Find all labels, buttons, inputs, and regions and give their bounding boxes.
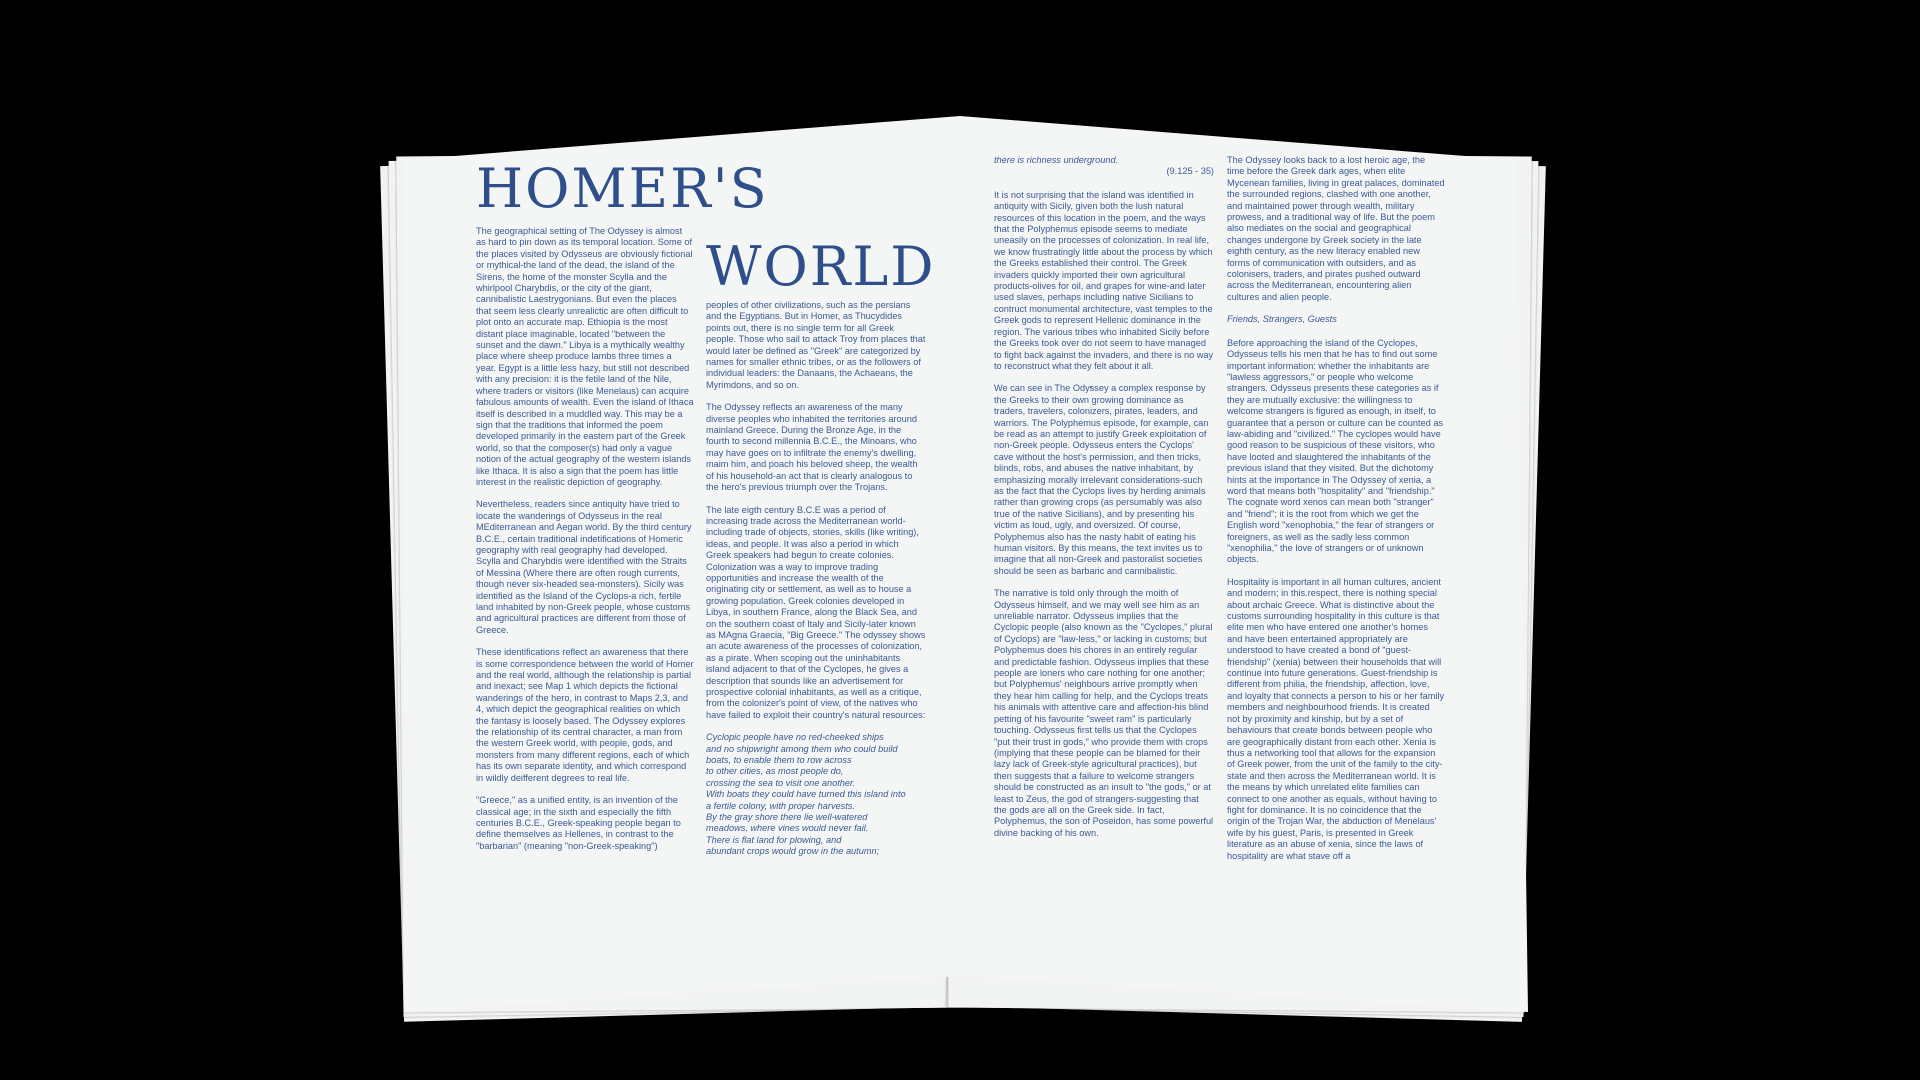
title-line-2: WORLD	[706, 235, 936, 298]
column-1	[476, 226, 694, 863]
column-4	[1227, 155, 1445, 873]
column-3	[994, 155, 1214, 850]
col4-paragraph: Before approaching the island of the Cyclopes, Odysseus tells his men that he has to find out some important information: whether the inhabitants are "lawless aggressors," or people who welcome strangers. Odysseus presents these categories as if they are mutually exclusive: the willingness to welcome strangers is figured as enough, in itself, to guarantee that a person or culture can be counted as law-abiding and "civilized." The cyclopes would have good reason to be suspicious of these visitors, who have looted and slaughtered the inhabitants of the previous island that they visited. But the dichotomy hints at the importance in The Odyssey of xenia, a word that means both "hospitality" and "friendship." The cognate word xenos can mean both "stranger" and "friend"; it is the root from which we get the English word "xenophobia," the fear of strangers or foreigners, as well as the sadly less common "xenophilia," the love of strangers or of unknown objects.	[1227, 337, 1444, 565]
col4-intro: The Odyssey looks back to a lost heroic age, the time before the Greek dark ages, when elite Mycenean families, living in great palaces, dominated the surrounded regions, clashed with one another, and maintained power through wealth, military prowess, and a traditional way of life. But the poem also mediates on the social and geographical changes undergone by Greek society in the late eighth century, as the new literacy enabled new forms of communication with outsiders, and as colonisers, traders, and pirates pushed outward across the Mediterranean, encountering alien cultures and alien people.	[1227, 155, 1445, 302]
column-2	[706, 300, 926, 869]
title-line-1: HOMER'S	[476, 157, 769, 220]
col1-paragraph: Nevertheless, readers since antiquity have tried to locate the wanderings of Odysseus in the real MEditerranean and Aegan world. By the third century B.C.E., certain traditional indetifications of Homeric geography with real geography had developed. Scylla and Charybdis were identified with the Straits of Messina (Where there are often rough currents, though never six-headed sea-monsters). Sicily was identified as the Island of the Cyclops-a rich, fertile land inhabited by non-Greek people, whose customs and agricultural practices are different from those of Greece.	[476, 499, 692, 635]
col1-paragraph: The geographical setting of The Odyssey is almost as hard to pin down as its temporal location. Some of the places visited by Odysseus are obviously fictional or mythical-the land of the dead, the island of the Sirens, the home of the monster Scylla and the whirlpool Charybdis, or the city of the giant, cannibalistic Laestrygonians. But even the places that seem less clearly unrealictic are often difficult to plot onto an accurate map. Ethiopia is the most distant place imaginable, located "between the sunset and the dawn." Libya is a mythically wealthy place where sheep produce lambs three times a year. Egypt is a little less hazy, but still not described with any precision: it is the fetile land of the Nile, where traders or visitors (like Menelaus) can acquire fabulous amounts of wealth. Even the island of Ithaca itself is described in a muddled way. This may be a sign that the traditions that informed the poem developed primarily in the eastern part of the Greek world, so that the composer(s) had only a vague notion of the actual geography of the western islands like Ithaca. It is also a sign that the poem has little interest in the realistic depiction of geography.	[476, 226, 694, 487]
section-heading: Friends, Strangers, Guests	[1227, 314, 1337, 325]
col1-paragraph: These identifications reflect an awareness that there is some correspondence between the world of Homer and the real world, although the relationship is partial and inexact; see Map 1 which depicts the fictional wanderings of the hero, in contrast to Maps 2,3, and 4, which depict the geographical realities on which the fantasy is loosely based. The Odyssey explores the relationship of its central character, a man from the western Greek world, with people, gods, and monsters from many different regions, each of which has its own separate identity, and which correspond in wildly deifferent degrees to real life.	[476, 647, 694, 783]
col3-paragraph: The narrative is told only through the moith of Odysseus himself, and we may well see him as an unreliable narrator. Odysseus implies that the Cyclopic people (also known as the "Cyclopes," plural of Cyclops) are "law-less," or lacking in customs; but Polyphemus does his chores in an entirely regular and predictable fashion. Odysseus implies that these people are loners who care nothing for one another; but Polyphemus' neighbours arrive promptly when they hear him calling for help, and the Cyclops treats his animals with attentive care and affection-his blind petting of his favourite "sweet ram" is particularly touching. Odysseus first tells us that the Cyclopes "put their trust in gods," who provide them with crops (implying that these people can be blamed for their lazy lack of Greek-style agricultural practices), but then suggests that a failure to welcome strangers should be constructed as an insult to "the gods," or at least to Zeus, the god of strangers-suggesting that the gods are all on the Greek side. In fact, Polyphemus, the son of Poseidon, has some powerful divine backing of his own.	[994, 588, 1214, 838]
col3-paragraph: It is not surprising that the island was identified in antiquity with Sicily, given both the lush natural resources of this location in the poem, and the ways that the Polyphemus episode seems to mediate uneasily on the processes of colonization. In real life, we know frustratingly little about the process by which the Greeks established their control. The Greek invaders quickly imported their own agricultural products-olives for oil, and grapes for wine-and later used slaves, perhaps including native Sicilians to contruct monumental architecture, vast temples to the Greek gods to represent Hellenic dominance in the region. The various tribes who inhabited Sicily before the Greeks took over do not seem to have managed to fight back against the invaders, and there is no way to reconstruct what they felt about it all.	[994, 189, 1214, 371]
col4-paragraph: Hospitality is important in all human cultures, ancient and modern; in this.respect, there is nothing special about archaic Greece. What is distinctive about the customs surrounding hospitality in this culture is that elite men who have entered one another's homes and have been entertained appropriately are understood to have created a bond of "guest-friendship" (xenia) between their households that will continue into future generations. Guest-friendship is different from philia, the friendship, affection, love, and loyalty that connects a person to his or her family members and neighbourhood friends. It is created not by proximity and kinship, but by a set of behaviours that create bonds between people who are geographically distant from each other. Xenia is thus a networking tool that allows for the expansion of Greek power, from the unit of the family to the city-state and then across the Mediterranean world. It is the means by which unrelated elite families can connect to one another as equals, without having to fight for dominance. It is no coincidence that the origin of the Trojan War, the abduction of Menelaus' wife by his guest, Paris, is presented in Greek literature as an abuse of xenia, since the laws of hospitality are what stave off a	[1227, 576, 1445, 861]
col3-paragraph: We can see in The Odyssey a complex response by the Greeks to their own growing dominance as traders, travelers, colonizers, pirates, leaders, and warriors. The Polyphemus episode, for example, can be read as an attempt to justify Greek exploitation of non-Greek people. Odysseus enters the Cyclops' cave without the host's permission, and then tricks, blinds, robs, and abuses the native inhabitant, by emphasizing morally irrelevant considerations-such as the fact that the Cyclops lives by herding animals rather than growing crops (as persumably was also true of the native Sicilians), and by presenting his victim as loud, ugly, and oversized. Of course, Polyphemus also has the nasty habit of eating his human visitors. By this means, the text invites us to imagine that all non-Greek and pastoralist societies should be seen as barbaric and cannibalistic.	[994, 383, 1209, 576]
poem-citation: (9.125 - 35)	[1166, 166, 1214, 177]
col2-paragraph: The Odyssey reflects an awareness of the many diverse peoples who inhabited the territories around mainland Greece. During the Bronze Age, in the fourth to second millennia B.C.E., the Minoans, who may have goes on to infiltrate the enemy's dwelling, maim him, and poach his beloved sheep, the wealth of his household-an act that is clearly analogous to the hero's previous triumph over the Trojans.	[706, 402, 918, 493]
col1-paragraph: "Greece," as a unified entity, is an invention of the classical age; in the sixth and especially the fifth centuries B.C.E., Greek-speaking people began to define themselves as Hellenes, in contrast to the "barbarian" (meaning "non-Greek-speaking")	[476, 795, 681, 851]
col2-paragraph: peoples of other civilizations, such as the persians and the Egyptians. But in Homer, as Thucydides points out, there is no single term for all Greek people. Those who sail to attack Troy from places that would later be defined as "Greek" are categorized by names for smaller ethnic tribes, or as the followers of individual leaders: the Danaans, the Achaeans, the Myrimdons, and so on.	[706, 300, 926, 390]
col2-poem: Cyclopic people have no red-cheeked ships and no shipwright among them who could build boats, to enable them to row across to other cities, as most people do, crossing the sea to visit one another. With boats they could have turned this island into a fertile colony, with proper harvests. By the gray shore there lie well-watered meadows, where vines would never fail. There is flat land for plowing, and abundant crops would grow in the autumn;	[706, 732, 906, 857]
col2-paragraph: The late eigth century B.C.E was a period of increasing trade across the Mediterranean world-including trade of objects, stories, skills (like writing), ideas, and people. It was also a period in which Greek speakers had begun to create colonies. Colonization was a way to improve trading opportunities and increase the wealth of the originating city or settlement, as well as to house a growing population. Greek colonies developed in Libya, in southern France, along the Black Sea, and on the southern coast of Italy and Sicily-later known as MAgna Graecia, "Big Greece." The odyssey shows an acute awareness of the processes of colonization, as a pirate. When scoping out the uninhabitants island adjacent to that of the Cyclopes, he gives a description that sounds like an advertisement for prospective colonial inhabitants, as well as a critique, from the colonizer's point of view, of the natives who have failed to exploit their country's natural resources:	[706, 504, 926, 720]
col3-poem-continued: there is richness underground.	[994, 155, 1119, 165]
